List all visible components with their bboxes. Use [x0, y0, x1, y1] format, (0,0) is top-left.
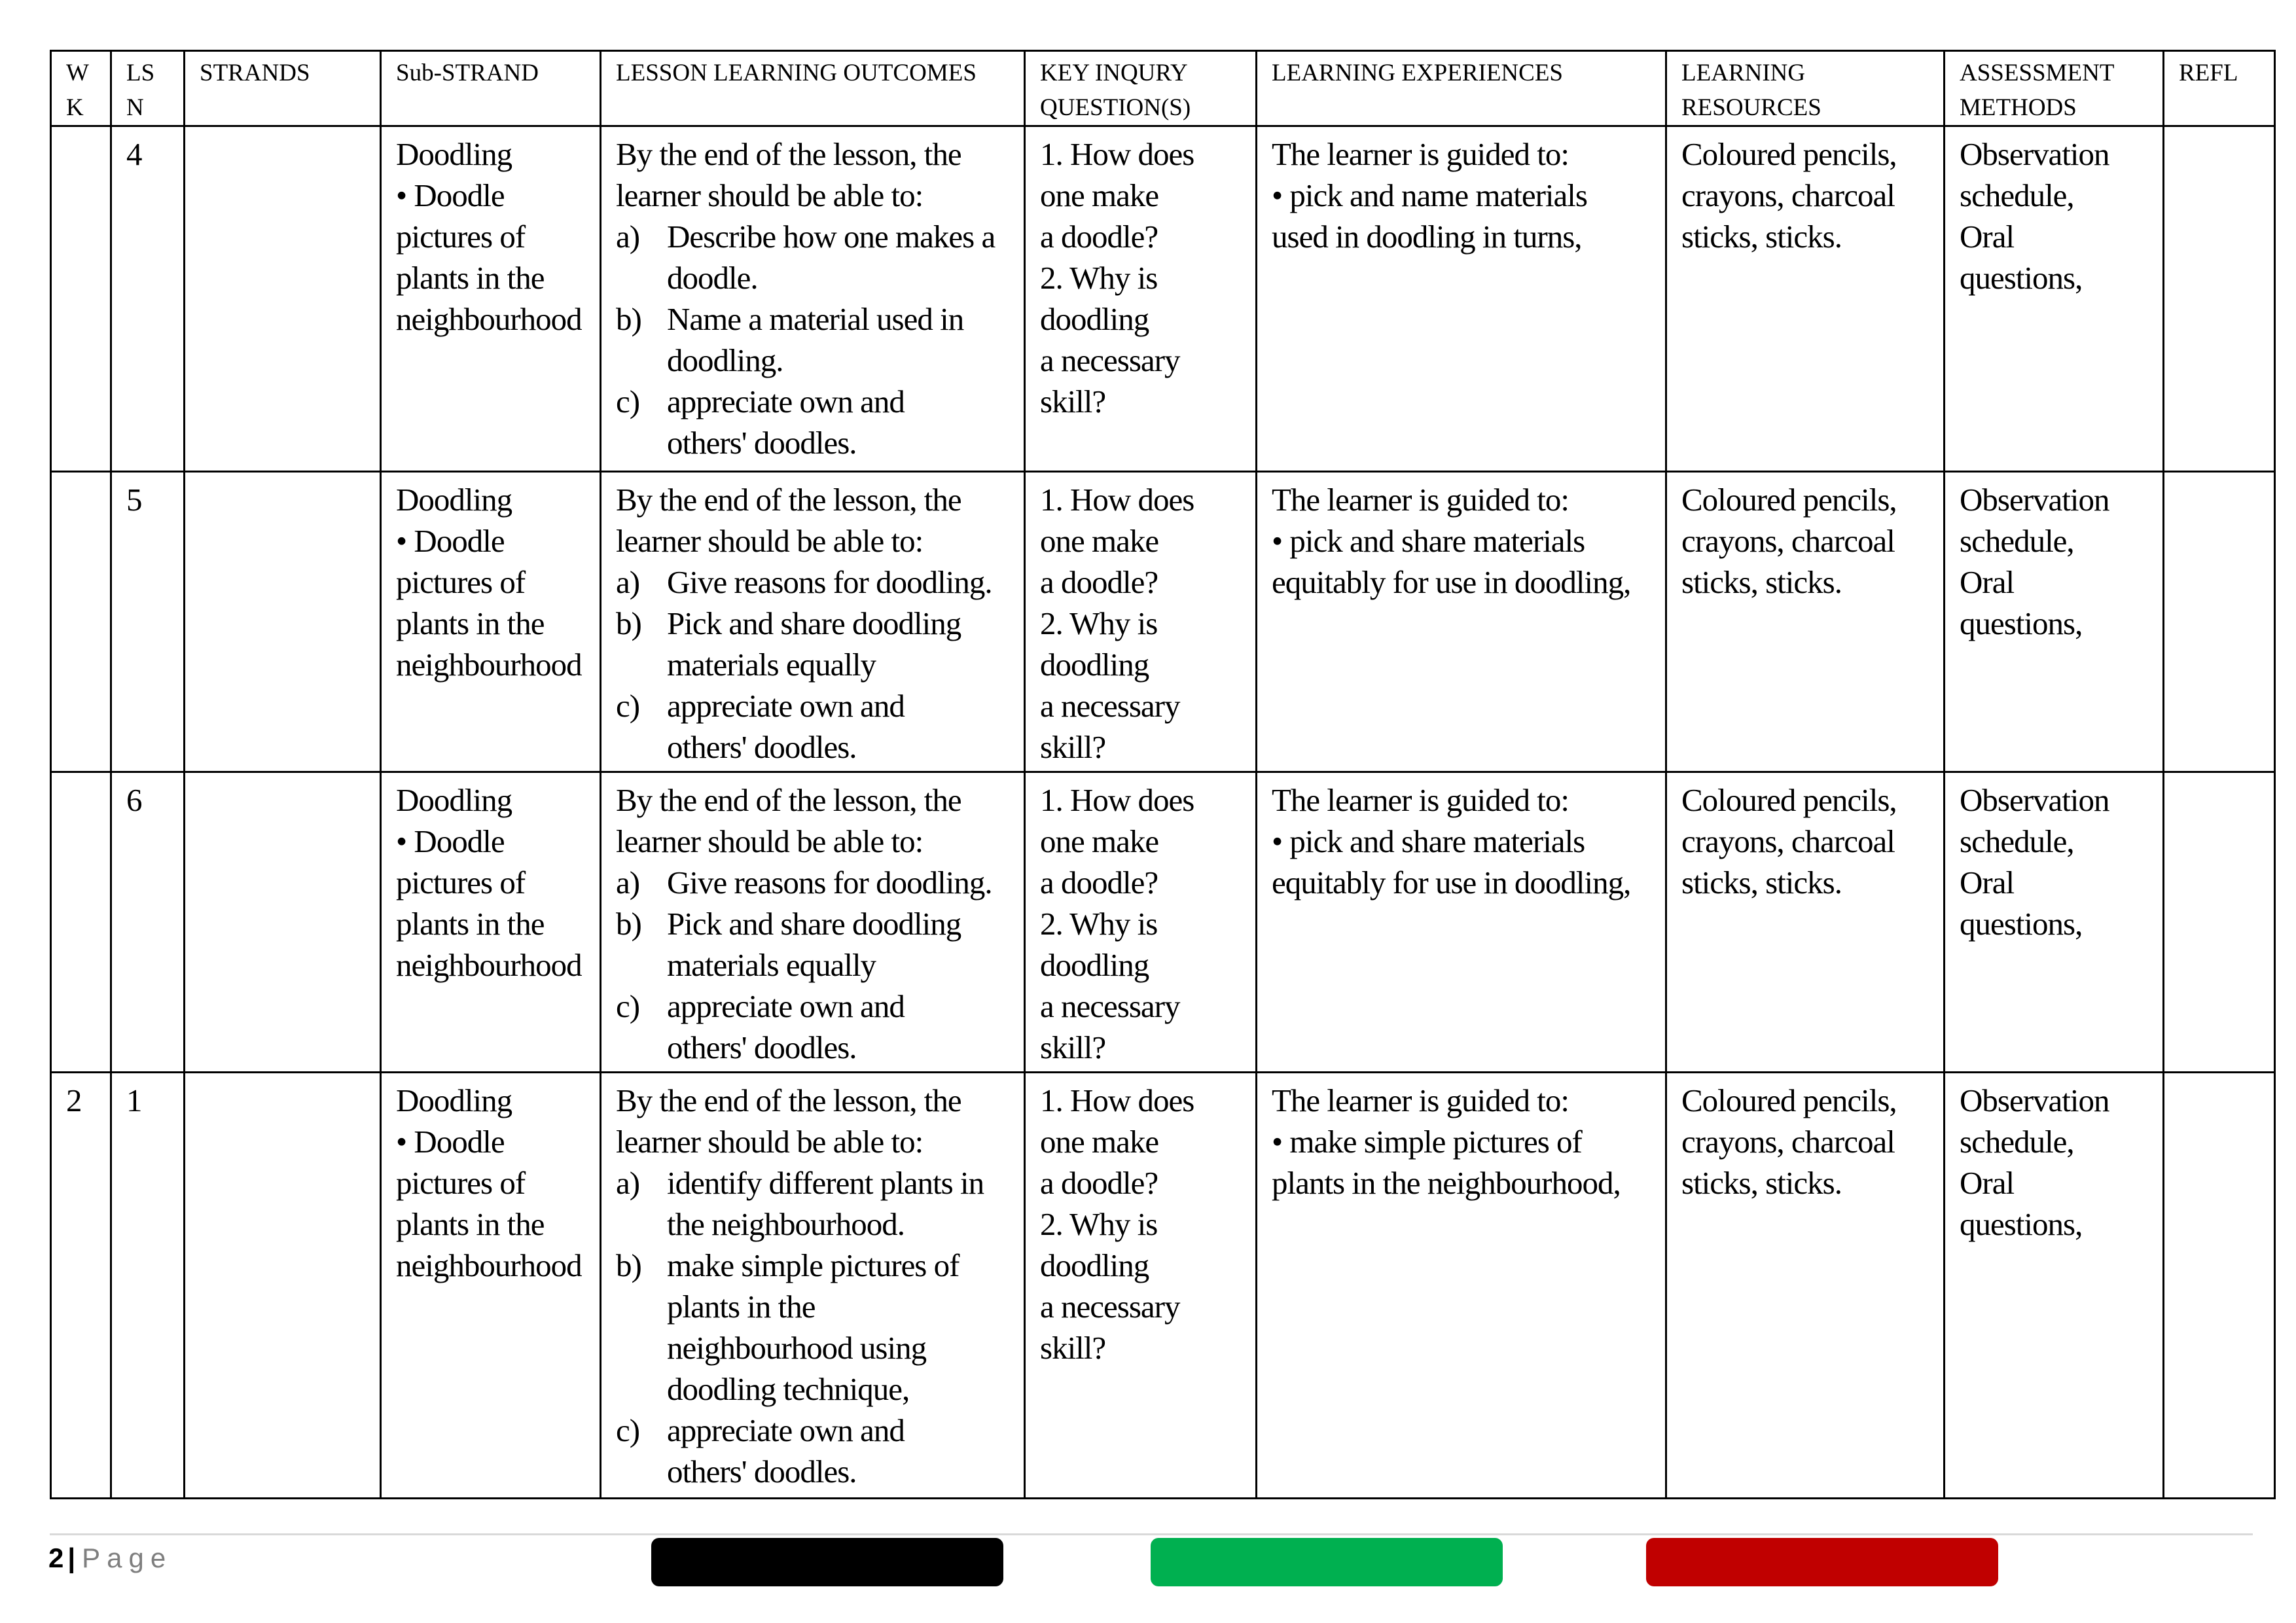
header-strands: STRANDS	[185, 51, 381, 126]
cell-lsn: 6	[111, 772, 185, 1073]
cell-inquiry: 1. How does one make a doodle? 2. Why is doodling a necessary skill?	[1025, 472, 1257, 772]
list-item: b) Name a material used in doodling.	[616, 301, 964, 378]
footer-divider	[50, 1533, 2253, 1535]
cell-inquiry: 1. How does one make a doodle? 2. Why is doodling a necessary skill?	[1025, 126, 1257, 472]
cell-strands	[185, 126, 381, 472]
table-row	[51, 1073, 2275, 1499]
cell-lsn: 5	[111, 472, 185, 772]
cell-outcomes: By the end of the lesson, the learner should be able to: a) Give reasons for doodling. b) Pick and share doodling materials equally c) appreciate own and others' doodles.	[601, 772, 1025, 1073]
header-refl: REFL	[2164, 51, 2275, 126]
cell-assessment: Observation schedule, Oral questions,	[1945, 472, 2164, 772]
outcomes-list	[616, 1162, 1009, 1492]
cell-lsn: 4	[111, 126, 185, 472]
list-item: c) appreciate own and others' doodles.	[616, 383, 905, 461]
table-row	[51, 126, 2275, 472]
list-item: a) Give reasons for doodling.	[616, 865, 992, 901]
cell-assessment: Observation schedule, Oral questions,	[1945, 772, 2164, 1073]
cell-refl	[2164, 126, 2275, 472]
cell-substrand: Doodling • Doodle pictures of plants in the neighbourhood	[381, 126, 601, 472]
cell-refl	[2164, 1073, 2275, 1499]
header-resources: LEARNING RESOURCES	[1666, 51, 1945, 126]
black-footer-bar	[651, 1538, 1003, 1586]
list-item: c) appreciate own and others' doodles.	[616, 688, 905, 765]
list-item: a) Give reasons for doodling.	[616, 564, 992, 600]
outcomes-list	[616, 862, 1009, 1068]
header-inquiry: KEY INQURY QUESTION(S)	[1025, 51, 1257, 126]
list-item: b) make simple pictures of plants in the neighbourhood using doodling technique,	[616, 1247, 960, 1407]
header-substrand: Sub-STRAND	[381, 51, 601, 126]
list-item: a) Describe how one makes a doodle.	[616, 219, 996, 296]
list-item: a) identify different plants in the neighbourhood.	[616, 1165, 984, 1242]
header-assessment: ASSESSMENT METHODS	[1945, 51, 2164, 126]
list-item: c) appreciate own and others' doodles.	[616, 1412, 905, 1489]
page-number-separator: |	[67, 1543, 76, 1573]
list-item: b) Pick and share doodling materials equally	[616, 906, 961, 983]
cell-wk	[51, 772, 111, 1073]
table-row	[51, 472, 2275, 772]
cell-outcomes: By the end of the lesson, the learner should be able to: a) Describe how one makes a doodle. b) Name a material used in doodling. c) appreciate own and others' doodles.	[601, 126, 1025, 472]
green-footer-bar	[1151, 1538, 1503, 1586]
cell-strands	[185, 772, 381, 1073]
cell-resources: Coloured pencils, crayons, charcoal sticks, sticks.	[1666, 1073, 1945, 1499]
cell-wk	[51, 472, 111, 772]
cell-substrand: Doodling • Doodle pictures of plants in the neighbourhood	[381, 472, 601, 772]
cell-inquiry: 1. How does one make a doodle? 2. Why is doodling a necessary skill?	[1025, 772, 1257, 1073]
header-wk: W K	[51, 51, 111, 126]
cell-outcomes: By the end of the lesson, the learner should be able to: a) Give reasons for doodling. b) Pick and share doodling materials equally c) appreciate own and others' doodles.	[601, 472, 1025, 772]
cell-resources: Coloured pencils, crayons, charcoal sticks, sticks.	[1666, 126, 1945, 472]
header-experiences: LEARNING EXPERIENCES	[1257, 51, 1666, 126]
outcomes-list	[616, 562, 1009, 768]
table-row	[51, 772, 2275, 1073]
cell-experiences: The learner is guided to: • pick and name materials used in doodling in turns,	[1257, 126, 1666, 472]
cell-strands	[185, 1073, 381, 1499]
red-footer-bar	[1646, 1538, 1998, 1586]
cell-strands	[185, 472, 381, 772]
cell-wk	[51, 126, 111, 472]
cell-refl	[2164, 472, 2275, 772]
scheme-of-work-table	[50, 50, 2276, 1499]
header-outcomes: LESSON LEARNING OUTCOMES	[601, 51, 1025, 126]
header-row	[51, 51, 2275, 126]
cell-refl	[2164, 772, 2275, 1073]
cell-assessment: Observation schedule, Oral questions,	[1945, 1073, 2164, 1499]
cell-experiences: The learner is guided to: • pick and share materials equitably for use in doodling,	[1257, 472, 1666, 772]
cell-resources: Coloured pencils, crayons, charcoal sticks, sticks.	[1666, 472, 1945, 772]
page-number-value: 2	[48, 1543, 64, 1573]
list-item: b) Pick and share doodling materials equally	[616, 605, 961, 683]
cell-experiences: The learner is guided to: • make simple pictures of plants in the neighbourhood,	[1257, 1073, 1666, 1499]
header-lsn: LS N	[111, 51, 185, 126]
outcomes-list	[616, 216, 1009, 463]
cell-lsn: 1	[111, 1073, 185, 1499]
page-word: Page	[82, 1543, 173, 1573]
page-number	[48, 1541, 172, 1575]
cell-substrand: Doodling • Doodle pictures of plants in the neighbourhood	[381, 772, 601, 1073]
list-item: c) appreciate own and others' doodles.	[616, 988, 905, 1065]
cell-wk: 2	[51, 1073, 111, 1499]
cell-outcomes: By the end of the lesson, the learner should be able to: a) identify different plants in the neighbourhood. b) make simple pictures of plants in the neighbourhood using doodling technique, c) appreciate own and others' doodles.	[601, 1073, 1025, 1499]
cell-substrand: Doodling • Doodle pictures of plants in the neighbourhood	[381, 1073, 601, 1499]
cell-inquiry: 1. How does one make a doodle? 2. Why is doodling a necessary skill?	[1025, 1073, 1257, 1499]
cell-experiences: The learner is guided to: • pick and share materials equitably for use in doodling,	[1257, 772, 1666, 1073]
cell-resources: Coloured pencils, crayons, charcoal sticks, sticks.	[1666, 772, 1945, 1073]
cell-assessment: Observation schedule, Oral questions,	[1945, 126, 2164, 472]
